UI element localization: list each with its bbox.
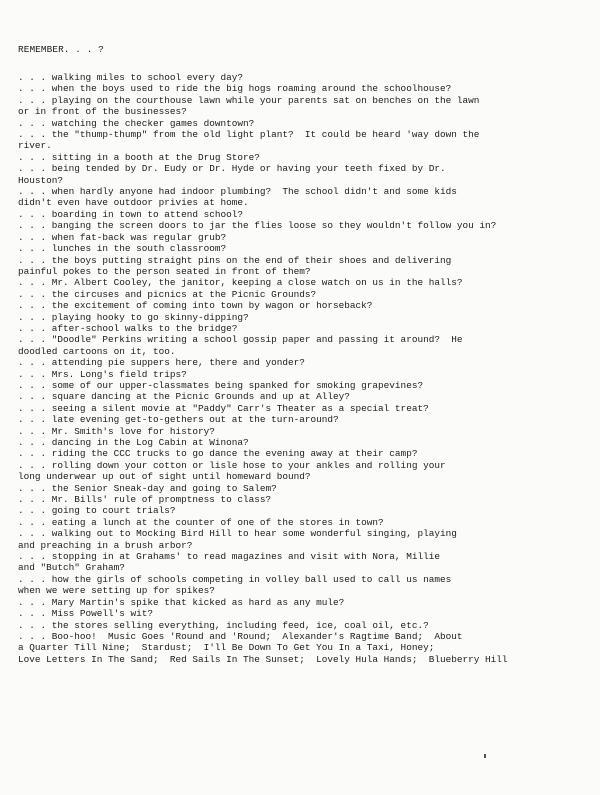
text-line: . . . after-school walks to the bridge?: [18, 322, 238, 334]
memory-list: [18, 72, 586, 665]
text-line: . . . Mary Martin's spike that kicked as hard as any mule?: [18, 596, 345, 608]
text-line: . . . square dancing at the Picnic Grounds and up at Alley?: [18, 391, 350, 403]
text-line: . . . stopping in at Grahams' to read magazines and visit with Nora, Millie: [18, 551, 440, 563]
text-line: . . . boarding in town to attend school?: [18, 208, 244, 220]
text-line: . . . riding the CCC trucks to go dance the evening away at their camp?: [18, 448, 418, 460]
text-line: . . . the Senior Sneak-day and going to Salem?: [18, 482, 277, 494]
text-line: . . . some of our upper-classmates being spanked for smoking grapevines?: [18, 379, 424, 391]
text-line: painful pokes to the person seated in front of them?: [18, 265, 311, 277]
text-line: river.: [18, 140, 52, 152]
text-line: . . . when fat-back was regular grub?: [18, 231, 227, 243]
text-line: . . . "Doodle" Perkins writing a school gossip paper and passing it around? He: [18, 334, 463, 346]
text-line: . . . how the girls of schools competing in volley ball used to call us names: [18, 573, 452, 585]
text-line: . . . seeing a silent movie at "Paddy" Carr's Theater as a special treat?: [18, 402, 429, 414]
text-line: . . . Mrs. Long's field trips?: [18, 368, 187, 380]
text-line: a Quarter Till Nine; Stardust; I'll Be Down To Get You In a Taxi, Honey;: [18, 642, 435, 654]
text-line: . . . rolling down your cotton or lisle hose to your ankles and rolling your: [18, 459, 446, 471]
text-line: . . . eating a lunch at the counter of one of the stores in town?: [18, 516, 384, 528]
text-line: . . . late evening get-to-gethers out at the turn-around?: [18, 414, 339, 426]
text-line: . . . the excitement of coming into town by wagon or horseback?: [18, 300, 373, 312]
text-line: . . . walking out to Mocking Bird Hill to hear some wonderful singing, playing: [18, 528, 457, 540]
text-line: . . . the stores selling everything, including feed, ice, coal oil, etc.?: [18, 619, 429, 631]
text-line: . . . attending pie suppers here, there and yonder?: [18, 357, 305, 369]
text-line: . . . Boo-hoo! Music Goes 'Round and 'Round; Alexander's Ragtime Band; About: [18, 630, 463, 642]
text-line: Houston?: [18, 174, 64, 186]
text-line: long underwear up out of sight until homeward bound?: [18, 471, 311, 483]
text-line: . . . dancing in the Log Cabin at Winona?: [18, 437, 249, 448]
text-line: . . . playing hooky to go skinny-dipping?: [18, 311, 249, 323]
text-line: and preaching in a brush arbor?: [18, 539, 193, 551]
text-line: . . . banging the screen doors to jar the flies loose so they wouldn't follow you in?: [18, 220, 497, 232]
text-line: doodled cartoons on it, too.: [18, 345, 176, 357]
text-line: . . . when the boys used to ride the big hogs roaming around the schoolhouse?: [18, 83, 452, 95]
text-line: . . . lunches in the south classroom?: [18, 243, 227, 255]
page-heading: REMEMBER. . . ?: [18, 44, 104, 55]
text-line: . . . watching the checker games downtown?: [18, 117, 255, 129]
text-line: . . . Miss Powell's wit?: [18, 608, 154, 620]
text-line: . . . going to court trials?: [18, 505, 176, 517]
text-line: . . . the "thump-thump" from the old light plant? It could be heard 'way down the: [18, 129, 480, 141]
text-line: . . . playing on the courthouse lawn while your parents sat on benches on the lawn: [18, 94, 480, 106]
text-line: . . . the circuses and picnics at the Picnic Grounds?: [18, 288, 317, 300]
text-line: . . . the boys putting straight pins on the end of their shoes and delivering: [18, 254, 452, 266]
text-line: . . . Mr. Albert Cooley, the janitor, keeping a close watch on us in the halls?: [18, 277, 463, 289]
text-line: Love Letters In The Sand; Red Sails In The Sunset; Lovely Hula Hands; Blueberry Hill: [18, 653, 508, 665]
text-line: . . . Mr. Bills' rule of promptness to class?: [18, 494, 272, 506]
text-line: when we were setting up for spikes?: [18, 585, 215, 597]
text-line: . . . when hardly anyone had indoor plumbing? The school didn't and some kids: [18, 186, 457, 198]
text-line: . . . being tended by Dr. Eudy or Dr. Hyde or having your teeth fixed by Dr.: [18, 163, 446, 175]
text-line: . . . Mr. Smith's love for history?: [18, 425, 215, 437]
text-line: . . . walking miles to school every day?: [18, 72, 244, 83]
text-line: or in front of the businesses?: [18, 106, 187, 118]
scan-speck: [484, 754, 486, 758]
text-line: and "Butch" Graham?: [18, 562, 125, 574]
text-line: . . . sitting in a booth at the Drug Store?: [18, 151, 260, 163]
text-line: didn't even have outdoor privies at home.: [18, 197, 249, 209]
